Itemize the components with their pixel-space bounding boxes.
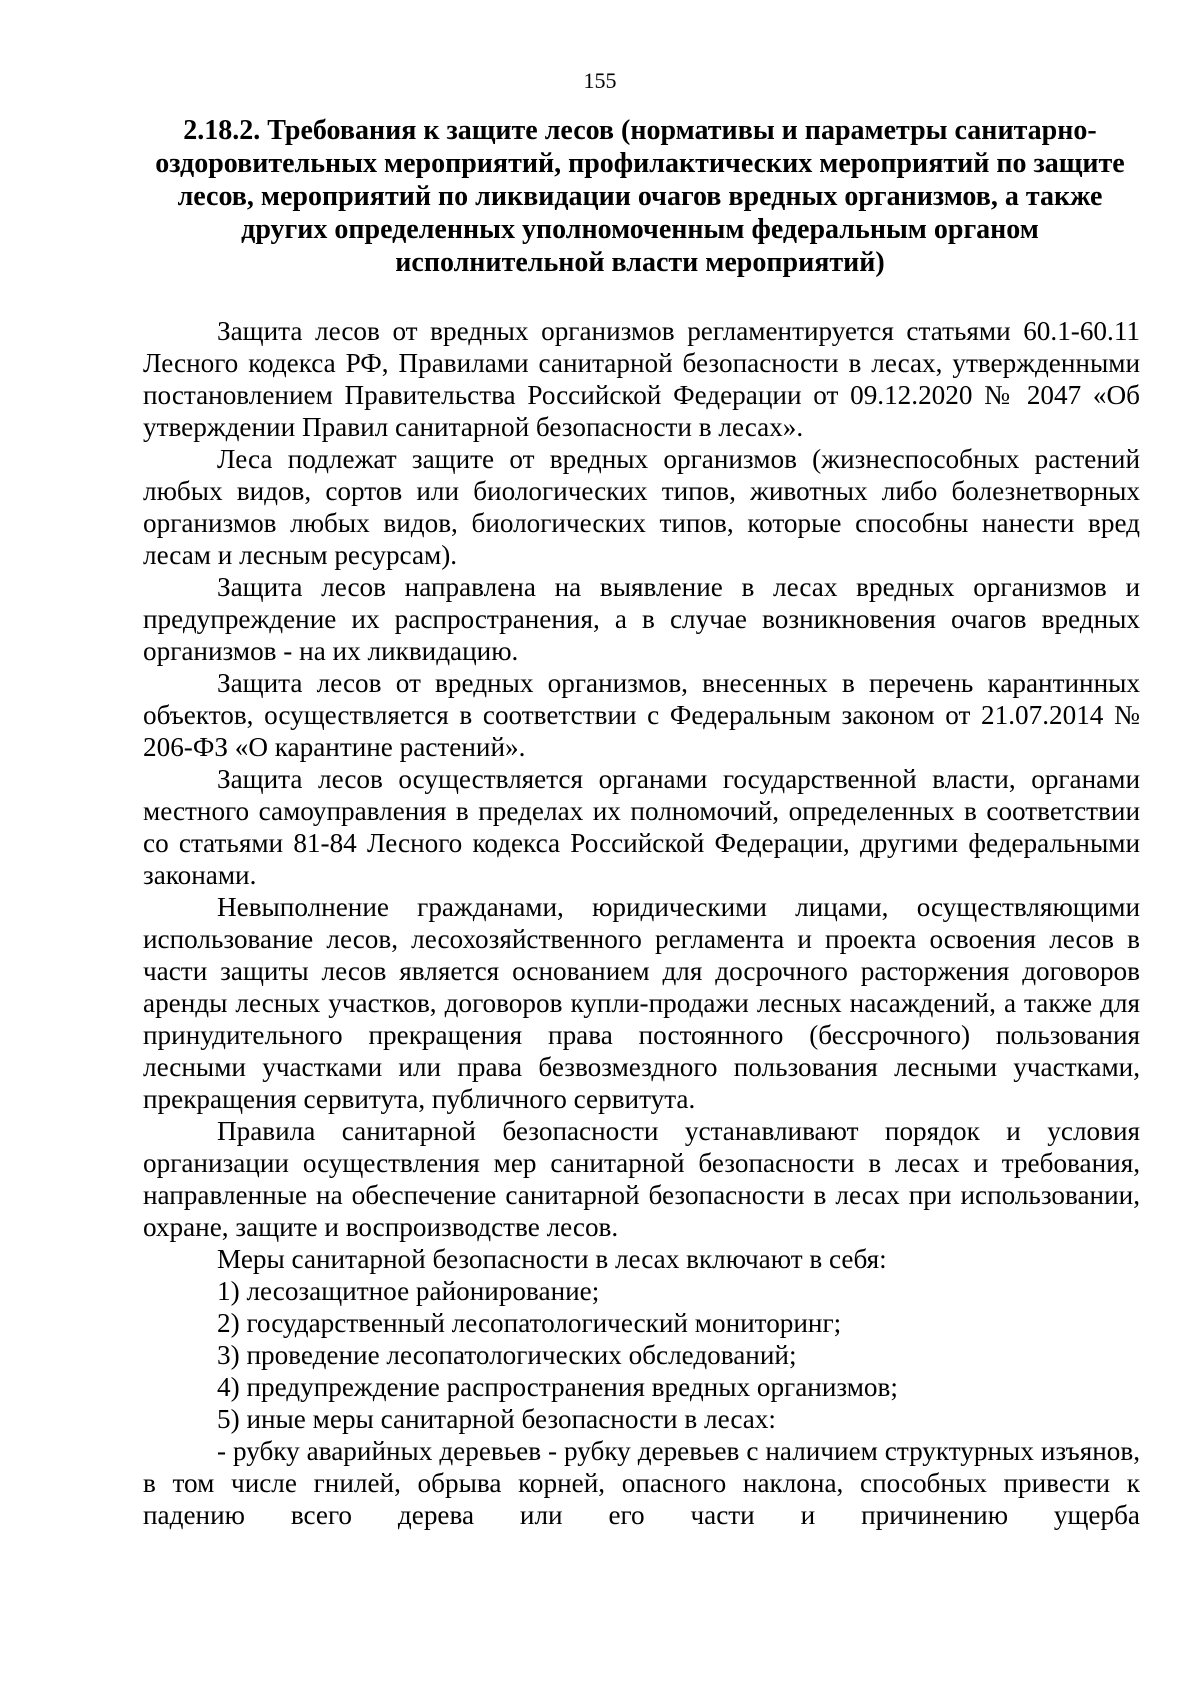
heading-line: других определенных уполномоченным федеральным органом (241, 214, 1039, 245)
paragraph: Защита лесов осуществляется органами государственной власти, органами местного самоуправления в пределах их полномочий, определенных в соответствии со статьями 81-84 Лесного кодекса Российской Федерации, другими федеральными законами. (143, 764, 1140, 890)
paragraph: Защита лесов от вредных организмов регламентируется статьями 60.1-60.11 Лесного кодекса РФ, Правилами санитарной безопасности в лесах, утвержденными постановлением Правительства Российской Федерации от 09.12.2020 № 2047 «Об утверждении Правил санитарной безопасности в лесах». (143, 316, 1140, 442)
document-body (143, 315, 1140, 1531)
paragraph: Защита лесов от вредных организмов, внесенных в перечень карантинных объектов, осуществляется в соответствии с Федеральным законом от 21.07.2014 № 206-ФЗ «О карантине растений». (143, 668, 1140, 762)
list-item: 1) лесозащитное районирование; (217, 1276, 600, 1306)
heading-line: лесов, мероприятий по ликвидации очагов вредных организмов, а также (177, 181, 1103, 212)
section-heading (140, 114, 1140, 279)
paragraph: Невыполнение гражданами, юридическими лицами, осуществляющими использование лесов, лесохозяйственного регламента и проекта освоения лесов в части защиты лесов является основанием для досрочного расторжения договоров аренды лесных участков, договоров купли-продажи лесных насаждений, а также для принудительного прекращения права постоянного (бессрочного) пользования лесными участками или права безвозмездного пользования лесными участками, прекращения сервитута, публичного сервитута. (143, 892, 1140, 1114)
heading-line: 2.18.2. Требования к защите лесов (нормативы и параметры санитарно- (183, 115, 1097, 146)
page-number: 155 (583, 68, 617, 93)
heading-line: исполнительной власти мероприятий) (395, 247, 885, 278)
list-item: 4) предупреждение распространения вредных организмов; (217, 1372, 898, 1402)
paragraph: - рубку аварийных деревьев - рубку деревьев с наличием структурных изъянов, в том числе гнилей, обрыва корней, опасного наклона, способных привести к падению всего дерева или его части и причинению ущерба (143, 1436, 1140, 1530)
paragraph: Леса подлежат защите от вредных организмов (жизнеспособных растений любых видов, сортов или биологических типов, животных либо болезнетворных организмов любых видов, биологических типов, которые способны нанести вред лесам и лесным ресурсам). (143, 444, 1140, 570)
list-item: 5) иные меры санитарной безопасности в лесах: (217, 1404, 776, 1434)
paragraph: Защита лесов направлена на выявление в лесах вредных организмов и предупреждение их распространения, а в случае возникновения очагов вредных организмов - на их ликвидацию. (143, 572, 1140, 666)
heading-line: оздоровительных мероприятий, профилактических мероприятий по защите (155, 148, 1125, 179)
list-item: 2) государственный лесопатологический мониторинг; (217, 1308, 842, 1338)
list-intro: Меры санитарной безопасности в лесах включают в себя: (217, 1244, 887, 1274)
list-item: 3) проведение лесопатологических обследований; (217, 1340, 797, 1370)
paragraph: Правила санитарной безопасности устанавливают порядок и условия организации осуществления мер санитарной безопасности в лесах и требования, направленные на обеспечение санитарной безопасности в лесах при использовании, охране, защите и воспроизводстве лесов. (143, 1116, 1140, 1242)
